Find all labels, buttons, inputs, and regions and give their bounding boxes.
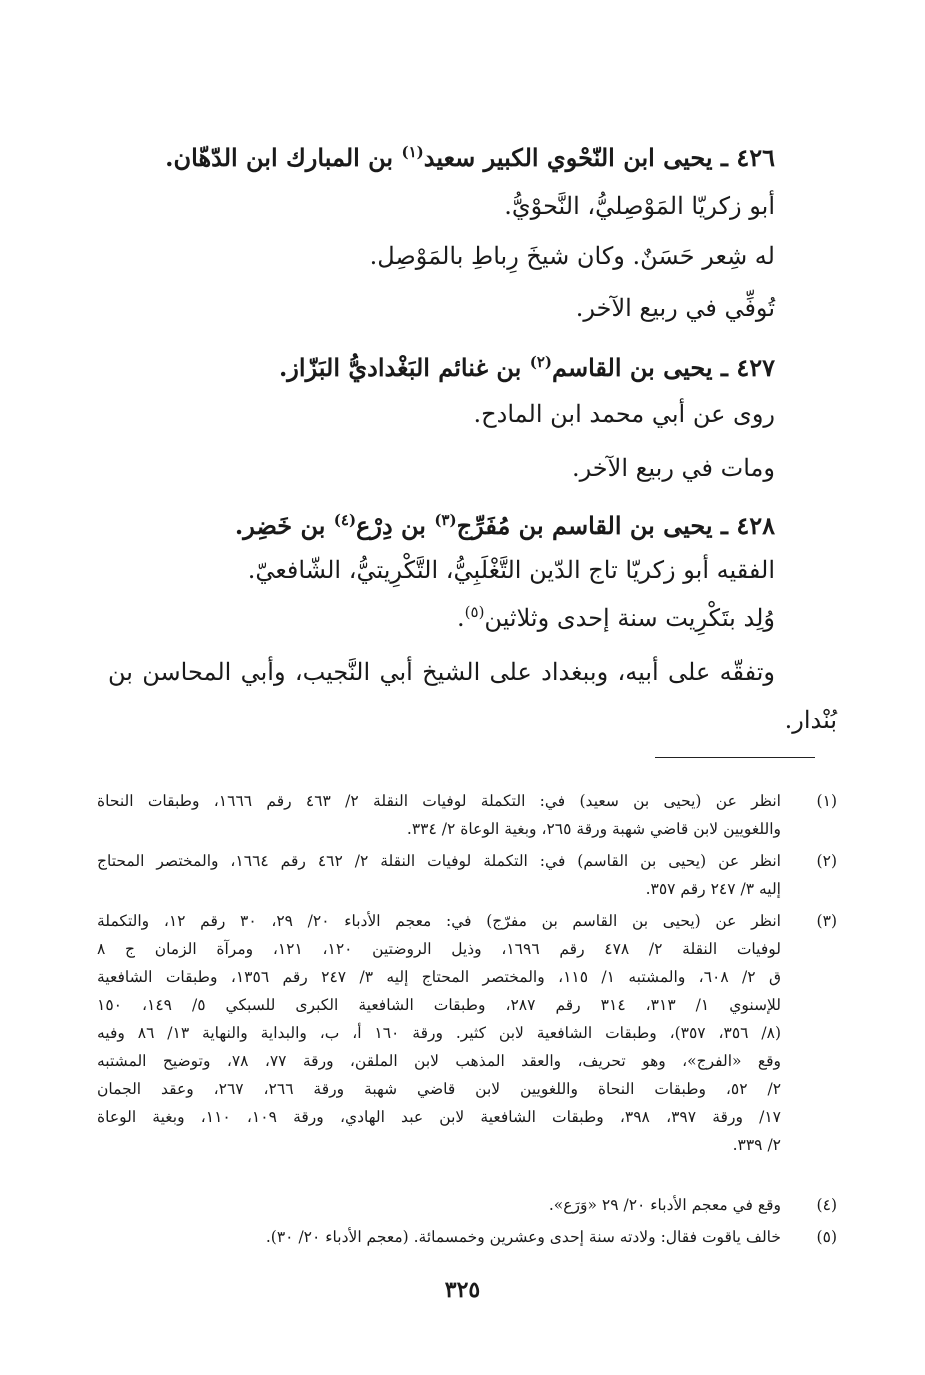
footnote-3-line: (٨/ ٣٥٦، ٣٥٧)، وطبقات الشافعية لابن كثير. ورقة ١٦٠ أ، ب، والبداية والنهاية ١٣/ ٨٦ وفيه — [97, 1024, 782, 1042]
entry-427-line-2: ومات في ربيع الآخر. — [571, 454, 775, 482]
footnote-3-number: (٣) — [816, 912, 837, 930]
footnote-2-line: إليه ٣/ ٢٤٧ رقم ٣٥٧. — [645, 880, 781, 898]
footnote-ref-2[interactable]: (٢) — [529, 353, 552, 371]
footnote-3-line: لوفيات النقلة ٢/ ٤٧٨ رقم ١٦٩٦، وذيل الروضتين ١٢٠، ١٢١، ومرآة الزمان ج ٨ — [97, 940, 781, 958]
footnote-3-line: للإسنوي ١/ ٣١٣، ٣١٤ رقم ٢٨٧، وطبقات الشافعية الكبرى للسبكي ٥/ ١٤٩، ١٥٠ — [97, 996, 781, 1014]
footnote-4-line: وقع في معجم الأدباء ٢٠/ ٢٩ «وَرَع». — [548, 1196, 781, 1214]
footnote-4-number: (٤) — [816, 1196, 837, 1214]
footnote-2 — [97, 847, 837, 903]
entry-428-paragraph-end: بُنْدار. — [784, 706, 837, 734]
footnote-1 — [97, 787, 837, 843]
footnote-ref-4[interactable]: (٤) — [333, 511, 357, 529]
footnote-ref-3[interactable]: (٣) — [434, 511, 457, 529]
entry-428-heading: ٤٢٨ ـ يحيى بن القاسم بن مُفَرِّج$^{(٣)}$ بن دِرْع$^{(٤)}$ بن خَضِر. — [234, 511, 775, 540]
entry-428-line-2: وُلِد بتَكْرِيت سنة إحدى وثلاثين$^{(٥)}$. — [457, 603, 775, 632]
entry-428-paragraph: وتفقّه على أبيه، وببغداد على الشيخ أبي النَّجيب، وأبي المحاسن بن — [108, 658, 775, 686]
footnote-4 — [97, 1191, 837, 1219]
footnote-1-line: انظر عن (يحيى بن سعيد) في: التكملة لوفيات النقلة ٢/ ٤٦٣ رقم ١٦٦٦، وطبقات النحاة — [97, 792, 781, 810]
page-number: ٣٢٥ — [444, 1277, 481, 1303]
footnote-separator — [655, 757, 815, 758]
footnote-2-line: انظر عن (يحيى بن القاسم) في: التكملة لوفيات النقلة ٢/ ٤٦٢ رقم ١٦٦٤، والمختصر المحتاج — [97, 852, 781, 870]
footnote-3 — [97, 907, 837, 1159]
footnote-ref-1[interactable]: (١) — [401, 143, 424, 161]
entry-428-line-1: الفقيه أبو زكريّا تاج الدّين التَّغْلَبِيُّ، التَّكْرِيتيُّ، الشّافعيّ. — [247, 556, 775, 584]
footnote-5-line: خالف ياقوت فقال: ولادته سنة إحدى وعشرين وخمسمائة. (معجم الأدباء ٢٠/ ٣٠). — [265, 1228, 781, 1246]
footnote-3-line: ١٧/ ورقة ٣٩٧، ٣٩٨، وطبقات الشافعية لابن عبد الهادي، ورقة ١٠٩، ١١٠، وبغية الوعاة — [97, 1108, 781, 1126]
footnote-5-number: (٥) — [816, 1228, 837, 1246]
entry-426-heading: ٤٢٦ ـ يحيى ابن النّحْوي الكبير سعيد$^{(١)}$ بن المبارك ابن الدّهّان. — [165, 143, 775, 172]
entry-426-line-2: له شِعر حَسَنٌ. وكان شيخَ رِباطِ بالمَوْصِل. — [369, 242, 775, 270]
footnote-3-line: ق ٢/ ٦٠٨، والمشتبه ١/ ١١٥، والمختصر المحتاج إليه ٣/ ٢٤٧ رقم ١٣٥٦، وطبقات الشافعية — [97, 968, 782, 986]
footnote-1-line: واللغويين لابن قاضي شهبة ورقة ٢٦٥، وبغية الوعاة ٢/ ٣٣٤. — [406, 820, 781, 838]
footnote-5 — [97, 1223, 837, 1251]
footnote-3-line: ٢/ ٥٢، وطبقات النحاة واللغويين لابن قاضي شهبة ورقة ٢٦٦، ٢٦٧، وعقد الجمان — [97, 1080, 782, 1098]
entry-426-line-1: أبو زكريّا المَوْصِليُّ، النَّحوْيُّ. — [504, 192, 775, 220]
footnote-1-number: (١) — [816, 792, 837, 810]
entry-427-line-1: روى عن أبي محمد ابن المادح. — [473, 400, 775, 428]
footnote-3-line: انظر عن (يحيى بن القاسم بن مفرّج) في: معجم الأدباء ٢٠/ ٢٩، ٣٠ رقم ١٢، والتكملة — [97, 912, 781, 930]
footnote-3-line: ٢/ ٣٣٩. — [732, 1136, 781, 1154]
footnote-2-number: (٢) — [816, 852, 837, 870]
entry-426-line-3: تُوفِّي في ربيع الآخر. — [575, 294, 775, 322]
entry-427-heading: ٤٢٧ ـ يحيى بن القاسم$^{(٢)}$ بن غنائم البَغْداديُّ البَزّاز. — [278, 353, 775, 382]
footnote-ref-5[interactable]: (٥) — [464, 603, 485, 621]
footnote-3-line: وقع «الفرج»، وهو تحريف، والعقد المذهب لابن الملقن، ورقة ٧٧، ٧٨، وتوضيح المشتبه — [97, 1052, 781, 1070]
